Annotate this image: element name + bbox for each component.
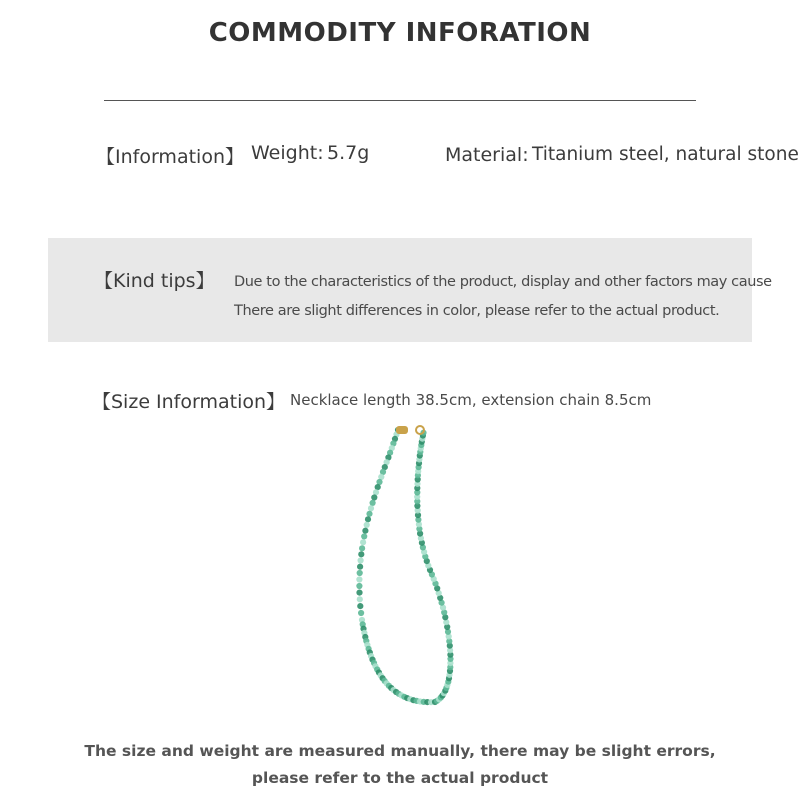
kind-tips-label: 【Kind tips】 [94,270,215,292]
necklace-bead [362,528,368,534]
necklace-image [340,420,480,720]
necklace-bead [357,570,363,576]
information-label: 【Information】 [96,146,244,168]
necklace-bead [357,564,363,570]
footer-note [0,738,800,792]
necklace-clasp [396,426,408,434]
necklace-bead [359,545,365,551]
weight-value: 5.7g [327,142,370,164]
necklace-bead [358,557,364,563]
necklace-bead [356,583,362,589]
necklace-bead [357,603,363,609]
necklace-bead [366,511,372,517]
necklace-bead [371,494,377,500]
material-label: Material: [445,144,529,166]
kind-tips-text [234,268,772,326]
size-information-text: Necklace length 38.5cm, extension chain 8.5cm [290,391,652,409]
footer-line: please refer to the actual product [251,769,549,787]
necklace-bead [370,500,376,506]
necklace-bead [357,596,363,602]
necklace-bead [364,522,370,528]
necklace-bead [356,590,362,596]
kind-tips-panel [48,238,772,342]
necklace-bead [365,516,371,522]
necklace-beads [356,427,453,705]
necklace-bead [360,539,366,545]
kind-tips-line: Due to the characteristics of the product, display and other factors may cause [234,274,772,290]
necklace-bead [368,505,374,511]
necklace-bead [361,533,367,539]
kind-tips-line: There are slight differences in color, please refer to the actual product. [234,303,720,319]
necklace-bead [358,551,364,557]
necklace-bead [356,576,362,582]
material-value: Titanium steel, natural stone [532,144,799,165]
footer-line: The size and weight are measured manually, there may be slight errors, [84,742,716,760]
title-divider [104,100,696,101]
size-information-label: 【Size Information】 [92,391,286,413]
weight-label: Weight: [251,142,324,164]
necklace-bead [358,610,364,616]
page-title: COMMODITY INFORATION [208,18,592,48]
information-row [0,142,800,172]
